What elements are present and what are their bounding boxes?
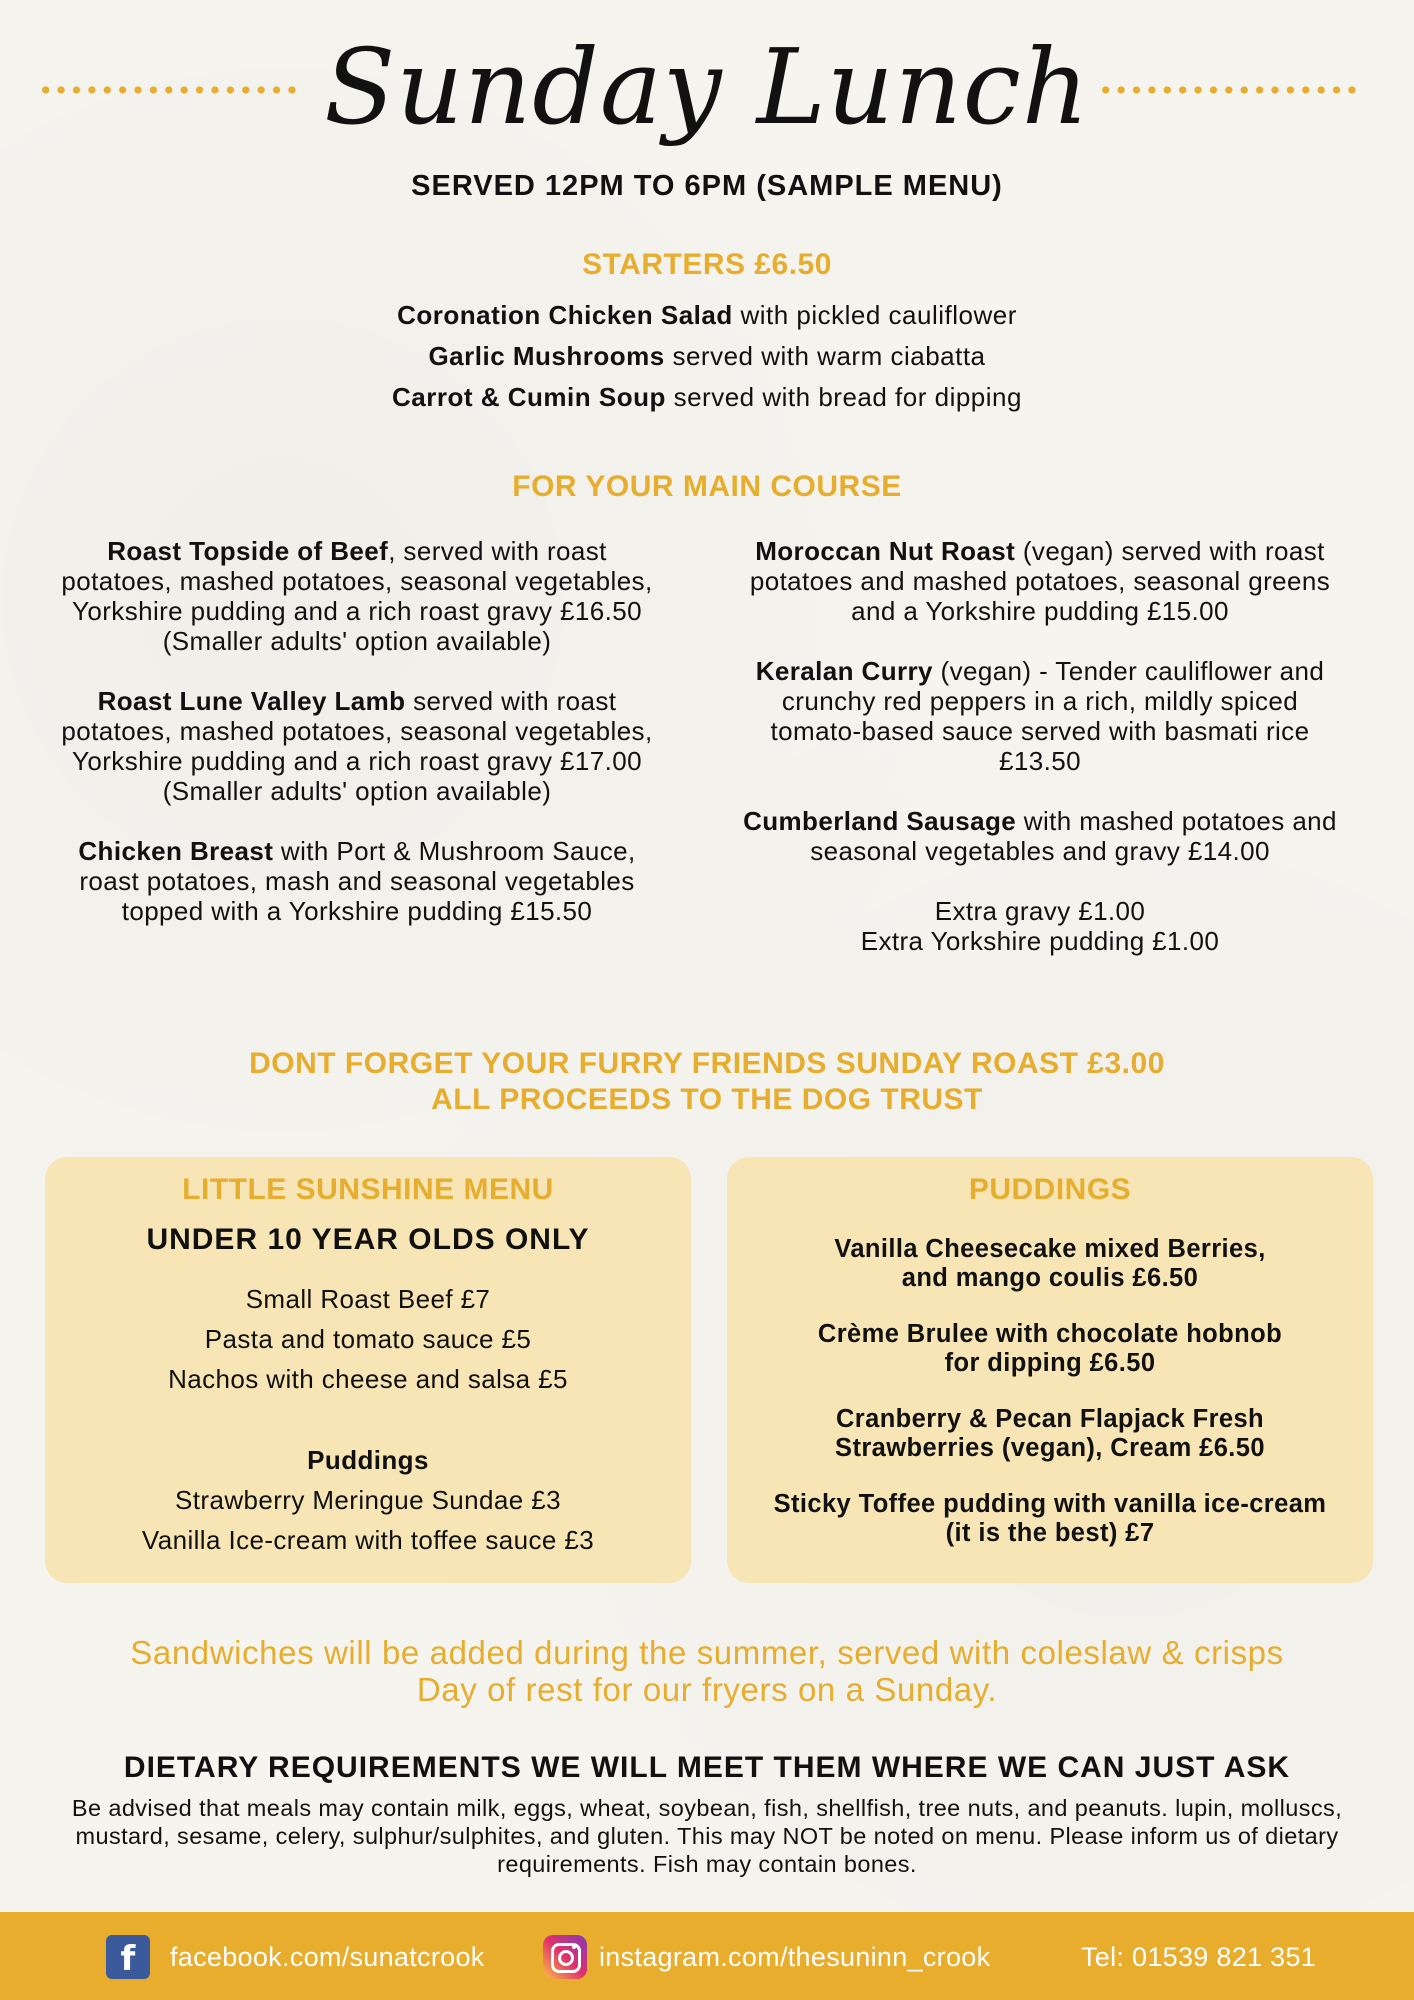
starter-name: Carrot & Cumin Soup (392, 382, 666, 412)
pudding-line: for dipping £6.50 (944, 1349, 1156, 1377)
facebook-icon: f (106, 1935, 150, 1979)
pudding-line: Sticky Toffee pudding with vanilla ice-cream (773, 1490, 1327, 1518)
starter-item (0, 382, 1414, 413)
starter-desc: served with warm ciabatta (664, 341, 986, 371)
kids-menu-box (45, 1157, 691, 1583)
page-title: Sunday Lunch (324, 26, 1090, 148)
phone-number[interactable] (1081, 1934, 1316, 1980)
starters-heading: STARTERS £6.50 (582, 248, 832, 281)
puddings-box (727, 1157, 1373, 1583)
starter-desc: served with bread for dipping (665, 382, 1022, 412)
pudding-line: Cranberry & Pecan Flapjack Fresh (835, 1405, 1265, 1433)
pudding-item (727, 1235, 1373, 1293)
main-item-name: Moroccan Nut Roast (755, 536, 1016, 566)
main-item (52, 686, 662, 806)
main-course-heading: FOR YOUR MAIN COURSE (512, 470, 902, 503)
main-item-desc: (vegan) - Tender cauliflower and crunchy red peppers in a rich, mildly spiced tomato-based sauce served with basmati rice £13.50 (770, 656, 1325, 776)
puddings-heading: PUDDINGS (968, 1173, 1132, 1206)
kids-menu-item: Nachos with cheese and salsa £5 (168, 1364, 568, 1394)
pudding-line: (it is the best) £7 (945, 1519, 1155, 1547)
main-item (52, 836, 662, 926)
instagram-icon (543, 1935, 587, 1979)
dog-notice-line2: ALL PROCEEDS TO THE DOG TRUST (431, 1083, 983, 1116)
pudding-item (727, 1405, 1373, 1463)
kids-pudding-item: Vanilla Ice-cream with toffee sauce £3 (141, 1525, 595, 1555)
starter-item (0, 341, 1414, 372)
kids-menu-item: Pasta and tomato sauce £5 (204, 1324, 532, 1354)
dietary-text: Be advised that meals may contain milk, eggs, wheat, soybean, fish, shellfish, tree nuts, and peanuts. lupin, molluscs, mustard, sesame, celery, sulphur/sulphites, and gluten. This may NOT be noted on menu. Please inform us of dietary requirements. Fish may contain bones. (71, 1795, 1343, 1877)
instagram-link[interactable] (543, 1934, 990, 1980)
pudding-line: Crème Brulee with chocolate hobnob (817, 1320, 1283, 1348)
pudding-item (727, 1490, 1373, 1548)
main-item-name: Cumberland Sausage (743, 806, 1017, 836)
extra-yorkshire: Extra Yorkshire pudding £1.00 (860, 926, 1220, 956)
pudding-line: and mango coulis £6.50 (901, 1264, 1199, 1292)
main-item-desc: with Port & Mushroom Sauce, roast potatoes, mash and seasonal vegetables topped with a Yorkshire pudding £15.50 (79, 836, 636, 926)
kids-puddings-heading: Puddings (307, 1445, 429, 1475)
main-item-note: (Smaller adults' option available) (162, 776, 552, 806)
kids-menu-subheading: UNDER 10 YEAR OLDS ONLY (146, 1223, 590, 1256)
main-item-name: Roast Topside of Beef (107, 536, 389, 566)
pudding-line: Vanilla Cheesecake mixed Berries, (834, 1235, 1266, 1263)
fryer-note: Day of rest for our fryers on a Sunday. (416, 1671, 998, 1708)
main-item-desc: served with roast potatoes, mashed potatoes, seasonal vegetables, Yorkshire pudding and a rich roast gravy £17.00 (61, 686, 653, 776)
main-item-desc: (vegan) served with roast potatoes and mashed potatoes, seasonal greens and a Yorkshire pudding £15.00 (749, 536, 1331, 626)
puddings-list (727, 1235, 1373, 1548)
main-item (735, 806, 1345, 866)
instagram-url[interactable]: instagram.com/thesuninn_crook (599, 1941, 991, 1972)
serving-hours: SERVED 12PM TO 6PM (SAMPLE MENU) (411, 170, 1003, 202)
dog-notice (0, 1046, 1414, 1118)
kids-menu-list (45, 1279, 691, 1560)
extras (735, 896, 1345, 956)
main-item (52, 536, 662, 656)
main-course-right-column (735, 536, 1345, 986)
sandwich-note: Sandwiches will be added during the summer, served with coleslaw & crisps (130, 1634, 1284, 1671)
starter-item (0, 300, 1414, 331)
kids-menu-heading: LITTLE SUNSHINE MENU (182, 1173, 554, 1206)
footer-bar (0, 1912, 1414, 2000)
starter-desc: with pickled cauliflower (732, 300, 1017, 330)
extra-gravy: Extra gravy £1.00 (934, 896, 1146, 926)
starter-name: Garlic Mushrooms (428, 341, 665, 371)
main-item-name: Chicken Breast (78, 836, 274, 866)
pudding-item (727, 1320, 1373, 1378)
facebook-url[interactable]: facebook.com/sunatcrook (170, 1941, 485, 1972)
main-item-name: Keralan Curry (755, 656, 933, 686)
starter-name: Coronation Chicken Salad (397, 300, 733, 330)
facebook-link[interactable] (106, 1934, 485, 1980)
main-item-note: (Smaller adults' option available) (162, 626, 552, 656)
main-item-desc: with mashed potatoes and seasonal vegetables and gravy £14.00 (810, 806, 1337, 866)
main-item (735, 536, 1345, 626)
main-item (735, 656, 1345, 776)
kids-menu-item: Small Roast Beef £7 (245, 1284, 491, 1314)
kids-pudding-item: Strawberry Meringue Sundae £3 (175, 1485, 561, 1515)
main-item-desc: , served with roast potatoes, mashed potatoes, seasonal vegetables, Yorkshire pudding and a rich roast gravy £16.50 (61, 536, 653, 626)
pudding-line: Strawberries (vegan), Cream £6.50 (835, 1434, 1265, 1462)
main-item-name: Roast Lune Valley Lamb (97, 686, 406, 716)
main-course-left-column (52, 536, 662, 956)
phone-text[interactable]: Tel: 01539 821 351 (1081, 1941, 1317, 1972)
dietary-heading: DIETARY REQUIREMENTS WE WILL MEET THEM WHERE WE CAN JUST ASK (123, 1751, 1291, 1784)
dog-notice-line1: DONT FORGET YOUR FURRY FRIENDS SUNDAY ROAST £3.00 (249, 1047, 1165, 1080)
